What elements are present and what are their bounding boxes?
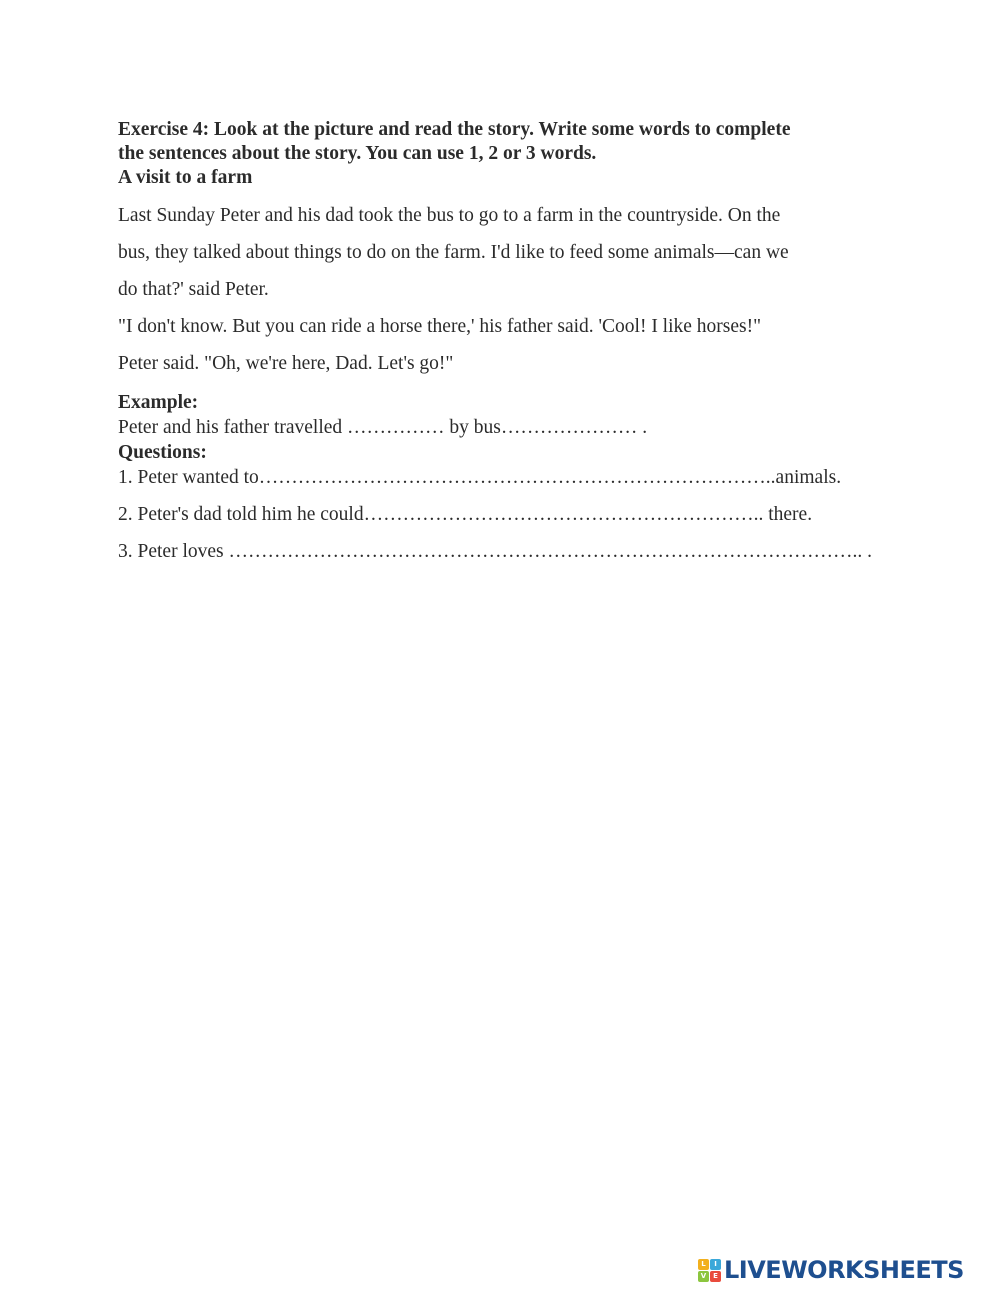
logo-mark-square: I: [710, 1259, 721, 1270]
story-line: Last Sunday Peter and his dad took the bus to go to a farm in the countryside. On the: [118, 205, 781, 226]
logo-mark-square: V: [698, 1271, 709, 1282]
story-line: bus, they talked about things to do on the farm. I'd like to feed some animals—can we: [118, 242, 789, 263]
exercise-instructions-line-1: Look at the picture and read the story. Write some words to complete: [209, 119, 791, 140]
exercise-number: Exercise 4:: [118, 119, 210, 140]
question-item: 2. Peter's dad told him he could…………………………………………………….. there.: [118, 504, 813, 525]
logo-mark-square: L: [698, 1259, 709, 1270]
worksheet: [118, 118, 888, 576]
story-line: "I don't know. But you can ride a horse there,' his father said. 'Cool! I like horses!": [118, 316, 762, 337]
story-line: do that?' said Peter.: [118, 279, 269, 300]
story-title: A visit to a farm: [118, 167, 253, 188]
story-text: [118, 197, 888, 382]
logo-mark-icon: [698, 1259, 721, 1282]
logo-text: LIVEWORKSHEETS: [724, 1256, 964, 1284]
exercise-heading: [118, 118, 888, 166]
example-section: [118, 390, 888, 440]
story-line: Peter said. "Oh, we're here, Dad. Let's go!": [118, 353, 454, 374]
liveworksheets-logo: [698, 1257, 964, 1283]
exercise-instructions-line-2: the sentences about the story. You can use 1, 2 or 3 words.: [118, 143, 597, 164]
question-item: 3. Peter loves …………………………………………………………………………………….. .: [118, 541, 872, 562]
example-label: Example:: [118, 392, 199, 413]
example-sentence: Peter and his father travelled …………… by bus………………… .: [118, 417, 648, 438]
questions-label: Questions:: [118, 442, 207, 463]
logo-mark-square: E: [710, 1271, 721, 1282]
questions-section: [118, 440, 888, 564]
question-item: 1. Peter wanted to……………………………………………………………………..animals.: [118, 467, 842, 488]
